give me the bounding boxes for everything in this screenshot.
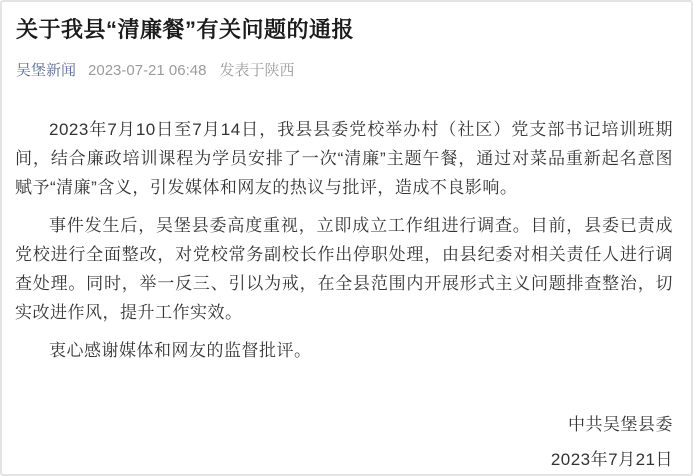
paragraph-3: 衷心感谢媒体和网友的监督批评。 (49, 341, 312, 360)
source-account-link[interactable]: 吴堡新闻 (16, 62, 77, 79)
signature-date: 2023年7月21日 (550, 450, 673, 469)
paragraph-1: 2023年7月10日至7月14日，我县县委党校举办村（社区）党支部书记培训班期间，结合廉政培训课程为学员安排了一次“清廉”主题午餐，通过对菜品重新起名意图赋予“清廉”含义，引发媒体和网友的热议与批评，造成不良影响。 (15, 120, 673, 197)
signature-block (15, 410, 673, 474)
paragraph-2: 事件发生后，吴堡县委高度重视，立即成立工作组进行调查。目前，县委已责成党校进行全面整改，对党校常务副校长作出停职处理，由县纪委对相关责任人进行调查处理。同时，举一反三、引以为戒，在全县范围内开展形式主义问题排查整治，切实改进作风，提升工作实效。 (15, 216, 673, 322)
signature-name: 中共吴堡县委 (568, 415, 673, 434)
publish-location: 发表于陕西 (219, 62, 295, 79)
article-title: 关于我县“清廉餐”有关问题的通报 (16, 17, 355, 42)
article-meta (16, 60, 673, 81)
publish-timestamp: 2023-07-21 06:48 (88, 62, 207, 79)
article-body (15, 115, 673, 474)
